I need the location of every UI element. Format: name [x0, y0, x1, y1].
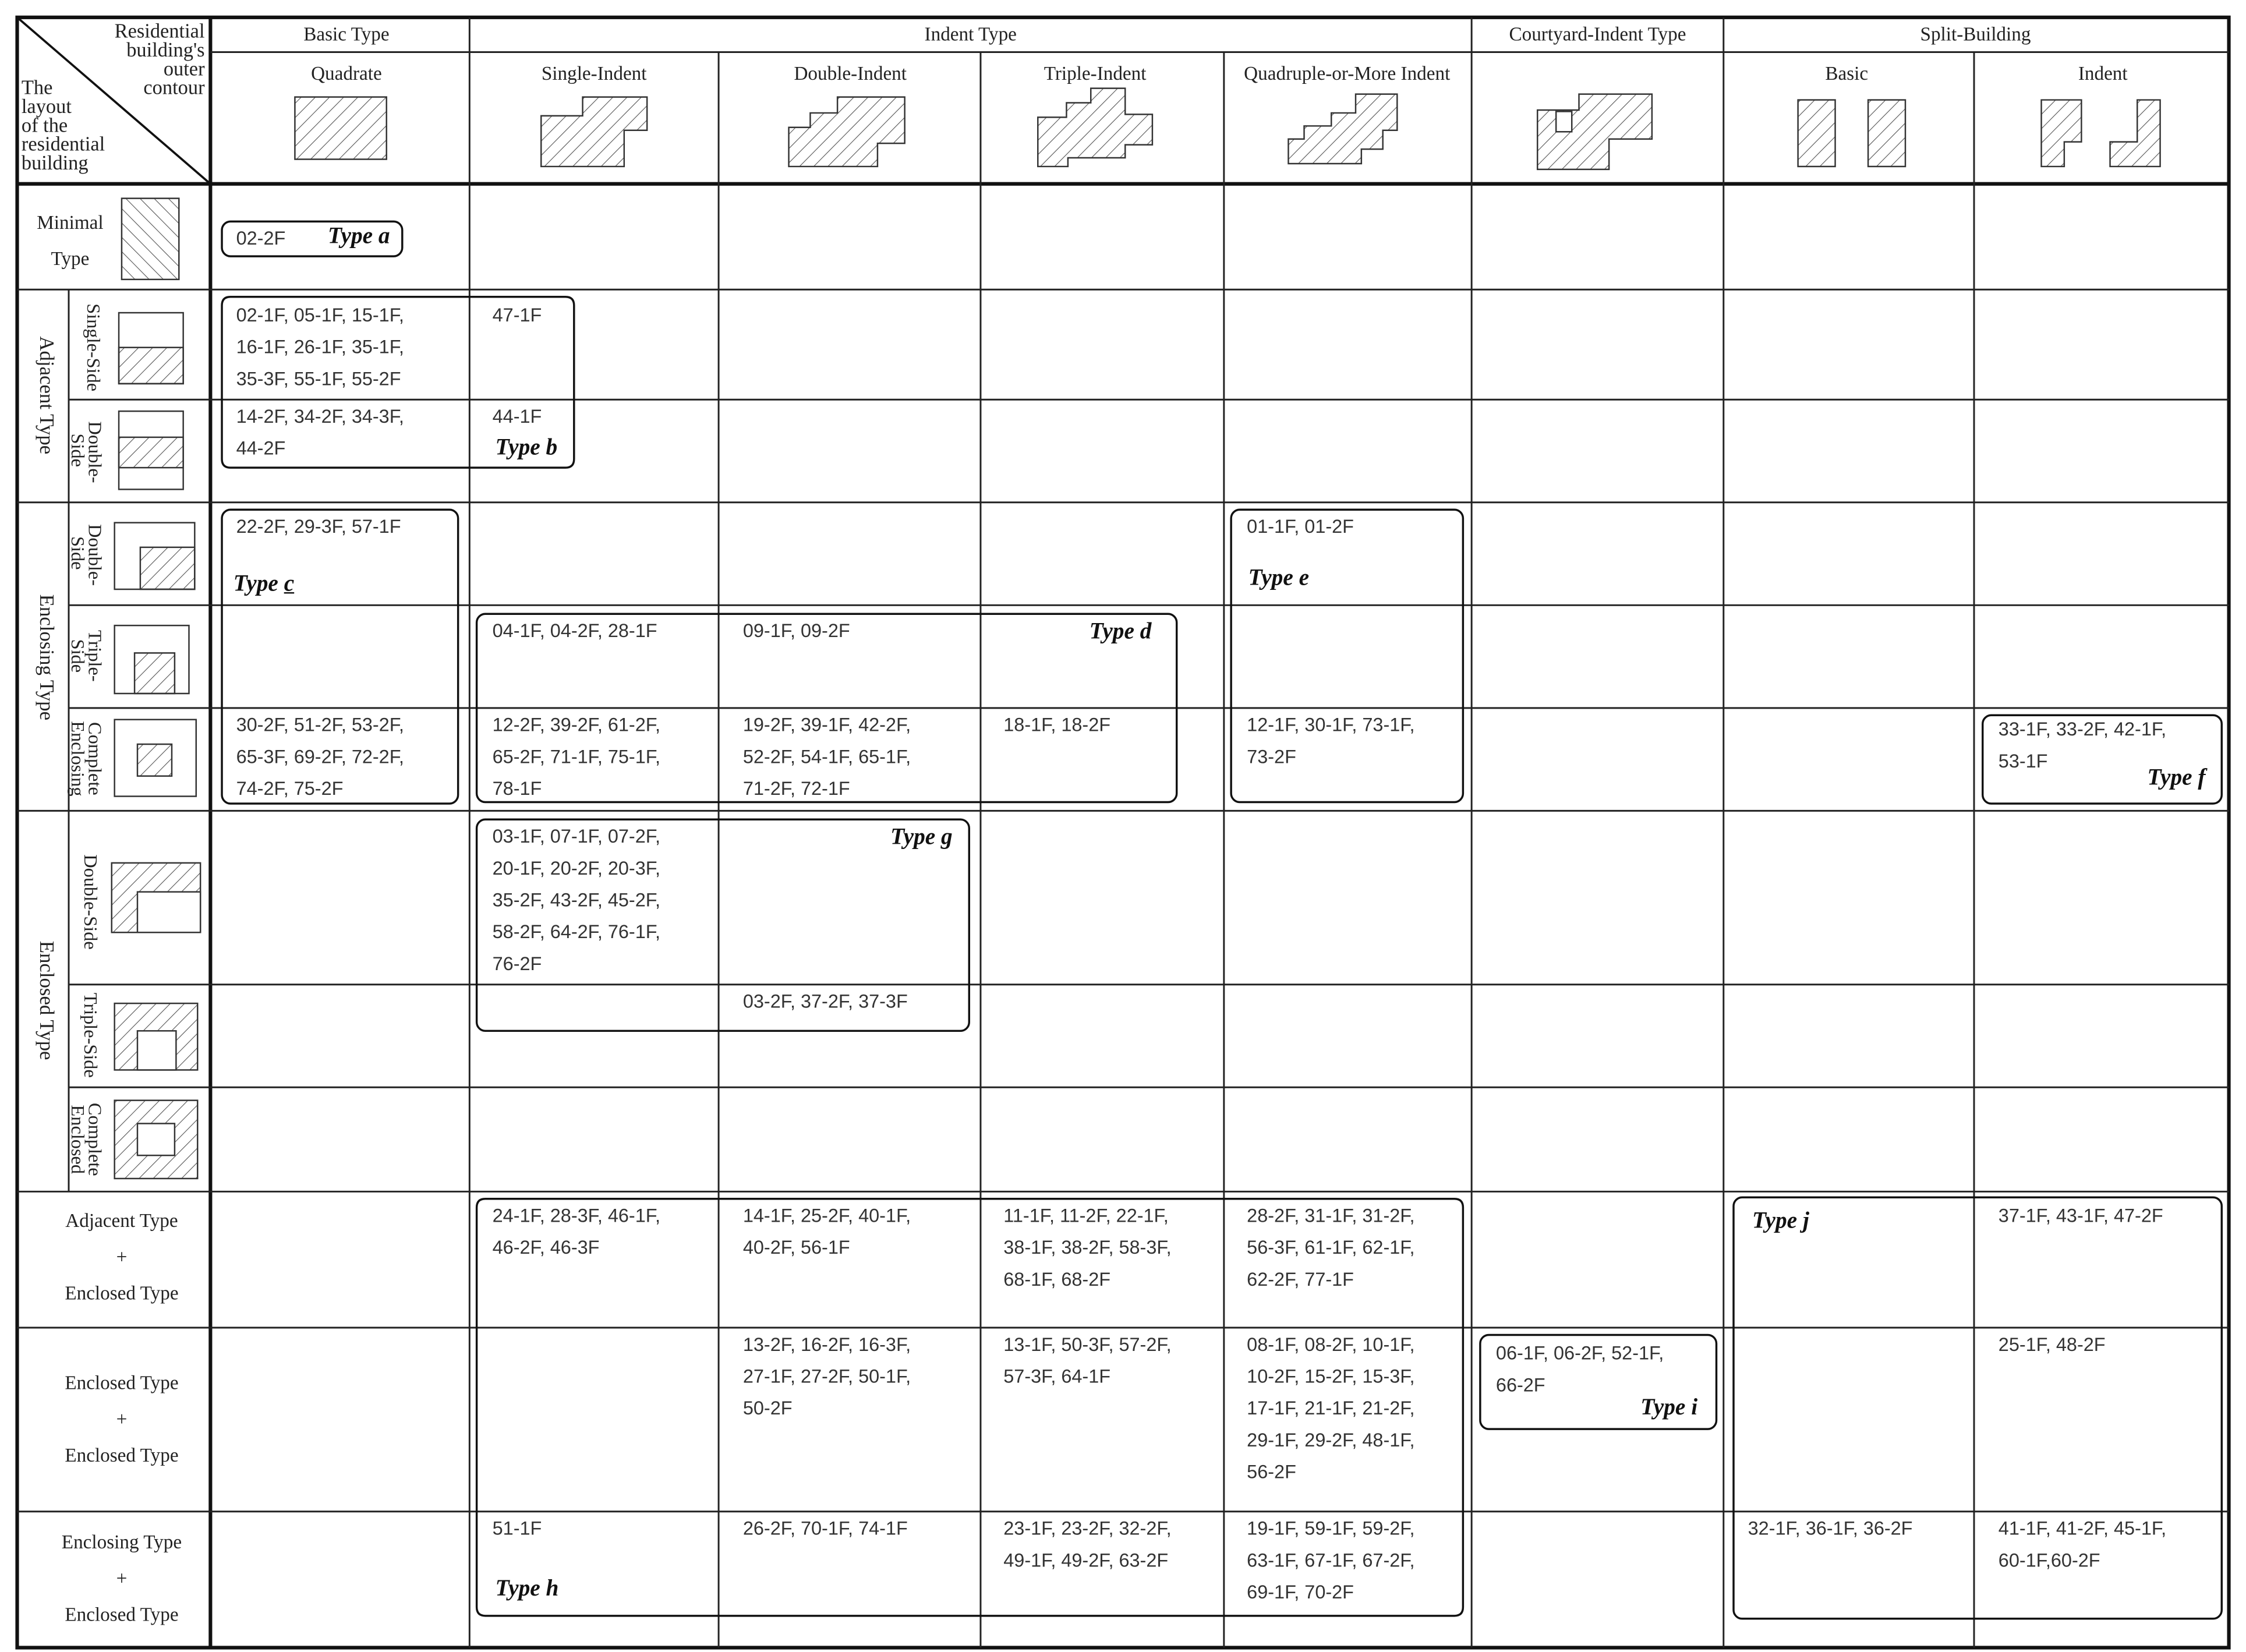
- subrow-encd-triple: Triple-Side: [80, 992, 102, 1078]
- cell-line: 26-2F, 70-1F, 74-1F: [742, 1517, 908, 1540]
- cell-line: 73-2F: [1247, 745, 1296, 767]
- split-indent-left-icon: [2042, 100, 2082, 167]
- cell-combo2-split-indent: [1999, 1329, 2106, 1361]
- cell-adj-double-single: [493, 401, 542, 433]
- cell-line: 62-2F, 77-1F: [1247, 1268, 1354, 1290]
- col-header-double-indent: Double-Indent: [794, 62, 907, 84]
- cell-encd-triple-double: [743, 986, 908, 1018]
- cell-line: 06-1F, 06-2F, 52-1F,: [1495, 1342, 1664, 1364]
- type-g-label: Type g: [890, 825, 953, 850]
- type-e-label: Type e: [1248, 566, 1310, 591]
- cell-line: 76-2F: [492, 953, 542, 975]
- row-label-combo-1: [65, 1202, 178, 1311]
- type-h-label: Type h: [495, 1576, 559, 1601]
- cell-line: 63-1F, 67-1F, 67-2F,: [1247, 1549, 1415, 1571]
- type-c-letter: c: [284, 572, 295, 597]
- row-group-adjacent: Adjacent Type: [34, 336, 56, 455]
- cell-line: 16-1F, 26-1F, 35-1F,: [236, 335, 404, 358]
- cell-minimal-quadrate: [236, 223, 286, 255]
- cell-line: 65-3F, 69-2F, 72-2F,: [236, 745, 404, 767]
- cell-encl-complete-single: [493, 709, 660, 805]
- cell-combo1-triple: [1003, 1200, 1171, 1296]
- corner-bl-line: building: [21, 153, 89, 175]
- cell-line: 28-2F, 31-1F, 31-2F,: [1247, 1204, 1415, 1226]
- courtyard-indent-icon: [1537, 94, 1652, 169]
- col-header-quadrate: Quadrate: [311, 62, 382, 84]
- cell-line: 69-1F, 70-2F: [1247, 1581, 1354, 1603]
- cell-combo3-triple: [1003, 1513, 1171, 1576]
- double-indent-icon: [789, 97, 905, 167]
- cell-line: 40-2F, 56-1F: [742, 1236, 850, 1258]
- cell-line: 66-2F: [1495, 1374, 1545, 1396]
- cell-encl-double-quad: [1247, 511, 1354, 543]
- cell-line: 11-1F, 11-2F, 22-1F,: [1003, 1204, 1169, 1226]
- type-c-prefix: Type: [233, 572, 284, 597]
- cell-line: 50-2F: [742, 1397, 793, 1419]
- cell-line: 02-1F, 05-1F, 15-1F,: [236, 304, 404, 326]
- row-group-enclosing: Enclosing Type: [34, 594, 56, 721]
- cell-line: 10-2F, 15-2F, 15-3F,: [1247, 1365, 1415, 1387]
- triple-indent-icon: [1038, 89, 1152, 167]
- col-header-split-indent: Indent: [2078, 62, 2128, 84]
- cell-combo2-triple: [1003, 1329, 1171, 1393]
- corner-tr-line: building's: [126, 40, 205, 62]
- cell-line: 12-1F, 30-1F, 73-1F,: [1247, 713, 1415, 736]
- cell-encl-triple-single: [493, 615, 657, 648]
- cell-combo1-split-indent: [1999, 1200, 2163, 1232]
- split-basic-right-icon: [1868, 100, 1905, 167]
- cell-line: 27-1F, 27-2F, 50-1F,: [742, 1365, 911, 1387]
- row-label-line: +: [116, 1567, 128, 1589]
- cell-encl-triple-double: [743, 615, 850, 648]
- subrow-encl-complete: Complete Enclosing: [67, 721, 106, 797]
- cell-adj-double-quadrate: [236, 401, 404, 465]
- corner-tr-line: outer: [163, 59, 205, 82]
- cell-line: 49-1F, 49-2F, 63-2F: [1003, 1549, 1169, 1571]
- row-label-minimal: [37, 204, 103, 277]
- cell-line: 65-2F, 71-1F, 75-1F,: [492, 745, 660, 767]
- type-j-label: Type j: [1752, 1209, 1809, 1234]
- cell-line: 03-1F, 07-1F, 07-2F,: [492, 825, 660, 847]
- cell-line: 56-2F: [1247, 1460, 1296, 1483]
- cell-line: 12-2F, 39-2F, 61-2F,: [492, 713, 660, 736]
- subrow-encl-double: Double-Side: [67, 524, 106, 586]
- cell-line: 14-1F, 25-2F, 40-1F,: [742, 1204, 911, 1226]
- cell-adj-single-quadrate: [236, 300, 404, 395]
- cell-combo3-double: [743, 1513, 908, 1545]
- cell-combo3-quad: [1247, 1513, 1414, 1608]
- corner-tr-line: Residential: [114, 22, 205, 44]
- corner-bl-line: The: [21, 78, 53, 100]
- cell-line: 03-2F, 37-2F, 37-3F: [742, 990, 908, 1012]
- type-b-label: Type b: [495, 436, 558, 461]
- cell-encl-complete-double: [743, 709, 911, 805]
- row-label-line: Enclosed Type: [65, 1444, 179, 1466]
- cell-line: 47-1F: [492, 304, 542, 326]
- quadrate-icon: [295, 97, 386, 160]
- row-label-line: Enclosing Type: [61, 1531, 182, 1553]
- cell-line: 04-1F, 04-2F, 28-1F: [492, 620, 657, 642]
- cell-line: 02-2F: [236, 227, 286, 249]
- cell-adj-single-single: [493, 300, 542, 332]
- row-label-combo-3: [62, 1524, 182, 1632]
- cell-combo1-double: [743, 1200, 911, 1264]
- row-label-line: Enclosed Type: [65, 1282, 179, 1304]
- type-f-label: Type f: [2147, 766, 2206, 791]
- quadruple-indent-icon: [1288, 94, 1397, 164]
- row-group-enclosed: Enclosed Type: [34, 940, 56, 1060]
- type-d-label: Type d: [1089, 620, 1152, 645]
- cell-line: 78-1F: [492, 777, 542, 800]
- cell-line: 74-2F, 75-2F: [236, 777, 344, 800]
- cell-encd-double-single: [493, 821, 660, 981]
- cell-combo2-courtyard: [1496, 1338, 1664, 1401]
- cell-combo3-single: [493, 1513, 542, 1545]
- cell-line: 60-1F,60-2F: [1998, 1549, 2100, 1571]
- corner-bl-line: layout: [21, 97, 72, 119]
- group-header-courtyard: Courtyard-Indent Type: [1509, 23, 1686, 45]
- col-header-quadruple-indent: Quadruple-or-More Indent: [1244, 62, 1451, 84]
- single-indent-icon: [541, 97, 647, 167]
- row-label-line: Enclosed Type: [65, 1603, 179, 1625]
- col-header-single-indent: Single-Indent: [541, 62, 647, 84]
- cell-line: 38-1F, 38-2F, 58-3F,: [1003, 1236, 1172, 1258]
- cell-line: 37-1F, 43-1F, 47-2F: [1998, 1204, 2163, 1226]
- row-label-line: +: [116, 1246, 128, 1268]
- cell-line: 58-2F, 64-2F, 76-1F,: [492, 921, 660, 943]
- cell-line: 52-2F, 54-1F, 65-1F,: [742, 745, 911, 767]
- group-header-basic: Basic Type: [303, 23, 390, 45]
- cell-line: 51-1F: [492, 1517, 542, 1540]
- group-header-split: Split-Building: [1920, 23, 2031, 45]
- row-label-line: Enclosed Type: [65, 1371, 179, 1394]
- cell-line: 25-1F, 48-2F: [1998, 1333, 2106, 1356]
- cell-combo3-split-basic: [1748, 1513, 1913, 1545]
- cell-combo1-quad: [1247, 1200, 1414, 1296]
- cell-line: 46-2F, 46-3F: [492, 1236, 600, 1258]
- cell-line: 44-2F: [236, 437, 286, 459]
- subrow-encd-complete: Complete Enclosed: [67, 1102, 106, 1176]
- cell-combo3-split-indent: [1999, 1513, 2166, 1576]
- cell-line: 35-3F, 55-1F, 55-2F: [236, 367, 401, 390]
- cell-line: 19-1F, 59-1F, 59-2F,: [1247, 1517, 1415, 1540]
- col-header-triple-indent: Triple-Indent: [1044, 62, 1147, 84]
- cell-line: 44-1F: [492, 405, 542, 427]
- cell-line: 71-2F, 72-1F: [742, 777, 850, 800]
- row-label-line: Minimal: [37, 211, 104, 234]
- cell-line: 09-1F, 09-2F: [742, 620, 850, 642]
- type-c-label: [234, 572, 294, 598]
- cell-line: 32-1F, 36-1F, 36-2F: [1748, 1517, 1913, 1540]
- split-basic-left-icon: [1798, 100, 1835, 167]
- cell-line: 20-1F, 20-2F, 20-3F,: [492, 857, 660, 879]
- corner-tr-line: contour: [143, 78, 205, 100]
- cell-line: 53-1F: [1998, 749, 2048, 772]
- cell-combo1-single: [493, 1200, 660, 1264]
- cell-line: 08-1F, 08-2F, 10-1F,: [1247, 1333, 1415, 1356]
- cell-combo2-quad: [1247, 1329, 1414, 1489]
- subrow-adj-single: Single-Side: [83, 303, 105, 392]
- cell-line: 56-3F, 61-1F, 62-1F,: [1247, 1236, 1415, 1258]
- corner-top-right-label: [97, 23, 204, 98]
- cell-line: 35-2F, 43-2F, 45-2F,: [492, 889, 660, 911]
- row-label-line: Adjacent Type: [65, 1209, 178, 1232]
- cell-line: 19-2F, 39-1F, 42-2F,: [742, 713, 911, 736]
- cell-line: 24-1F, 28-3F, 46-1F,: [492, 1204, 660, 1226]
- cell-line: 30-2F, 51-2F, 53-2F,: [236, 713, 404, 736]
- cell-line: 18-1F, 18-2F: [1003, 713, 1111, 736]
- cell-line: 33-1F, 33-2F, 42-1F,: [1998, 718, 2167, 740]
- cell-line: 23-1F, 23-2F, 32-2F,: [1003, 1517, 1172, 1540]
- corner-bl-line: of the: [21, 115, 68, 138]
- cell-combo2-double: [743, 1329, 911, 1425]
- cell-line: 41-1F, 41-2F, 45-1F,: [1998, 1517, 2167, 1540]
- cell-encl-complete-split-indent: [1999, 714, 2166, 777]
- subrow-adj-double: Double-Side: [67, 421, 106, 483]
- row-label-combo-2: [65, 1364, 178, 1473]
- minimal-type-icon: [122, 199, 179, 280]
- group-header-indent: Indent Type: [924, 23, 1017, 45]
- cell-line: 14-2F, 34-2F, 34-3F,: [236, 405, 404, 427]
- corner-bl-line: residential: [21, 135, 105, 157]
- subrow-encd-double: Double-Side: [80, 854, 102, 950]
- cell-line: 29-1F, 29-2F, 48-1F,: [1247, 1429, 1415, 1451]
- cell-line: 68-1F, 68-2F: [1003, 1268, 1111, 1290]
- type-a-label: Type a: [327, 224, 390, 249]
- corner-bottom-left-label: [22, 80, 105, 174]
- cell-line: 13-2F, 16-2F, 16-3F,: [742, 1333, 911, 1356]
- cell-encl-complete-quad: [1247, 709, 1414, 773]
- row-label-line: Type: [51, 247, 90, 270]
- cell-line: 17-1F, 21-1F, 21-2F,: [1247, 1397, 1415, 1419]
- col-header-split-basic: Basic: [1825, 62, 1869, 84]
- cell-line: 22-2F, 29-3F, 57-1F: [236, 515, 401, 537]
- cell-line: 01-1F, 01-2F: [1247, 515, 1354, 537]
- cell-encl-complete-triple: [1003, 709, 1110, 741]
- cell-encl-double-quadrate: [236, 511, 401, 543]
- cell-line: 57-3F, 64-1F: [1003, 1365, 1111, 1387]
- cell-encl-complete-quadrate: [236, 709, 404, 805]
- type-i-label: Type i: [1640, 1395, 1698, 1421]
- subrow-encl-triple: Triple-Side: [67, 630, 106, 682]
- split-indent-right-icon: [2110, 100, 2160, 167]
- cell-line: 13-1F, 50-3F, 57-2F,: [1003, 1333, 1172, 1356]
- row-label-line: +: [116, 1408, 128, 1430]
